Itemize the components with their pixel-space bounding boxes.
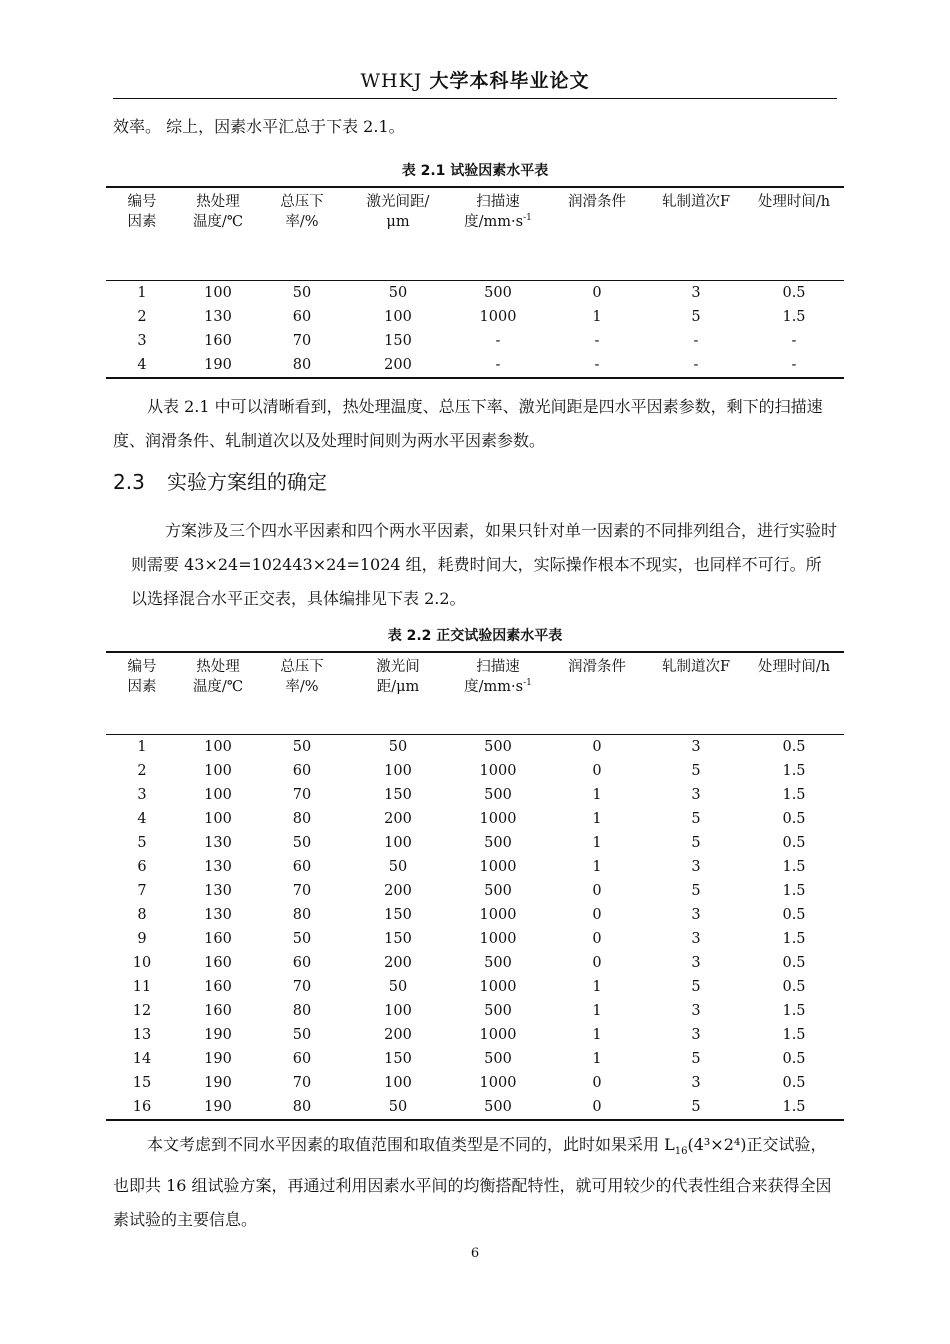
table1-header-2: 总压下 率/% bbox=[280, 194, 324, 230]
table-row bbox=[106, 1071, 844, 1095]
table1-header-4: 扫描速 度$/mm\cdot s^{-1}$ bbox=[464, 194, 532, 230]
table-cell: 3 bbox=[691, 1026, 701, 1043]
table-cell: 4 bbox=[137, 356, 147, 373]
table-cell: 0.5 bbox=[782, 810, 806, 827]
table-cell: 1 bbox=[592, 810, 602, 827]
table-cell: 4 bbox=[137, 810, 147, 827]
table-cell: 3 bbox=[691, 858, 701, 875]
table-cell: 0.5 bbox=[782, 978, 806, 995]
table-cell: 0 bbox=[592, 954, 602, 971]
table-cell: 3 bbox=[691, 1074, 701, 1091]
table-cell: 60 bbox=[292, 1050, 312, 1067]
table2-header-1: 热处理 温度/℃ bbox=[192, 659, 244, 695]
table-cell: - bbox=[594, 332, 600, 349]
table-cell: 0 bbox=[592, 882, 602, 899]
table-cell: 5 bbox=[691, 810, 701, 827]
table1-caption: 表 2.1 试验因素水平表 bbox=[401, 163, 549, 179]
paragraph-3 bbox=[113, 1128, 837, 1237]
table-cell: 14 bbox=[132, 1050, 152, 1067]
table-cell: 160 bbox=[204, 978, 232, 995]
table1-header-5: 润滑条件 bbox=[568, 194, 626, 210]
table-row bbox=[106, 903, 844, 927]
table-cell: 1000 bbox=[479, 762, 517, 779]
table-cell: 160 bbox=[204, 930, 232, 947]
table-cell: 1 bbox=[592, 834, 602, 851]
table-cell: 1.5 bbox=[782, 786, 806, 803]
table-cell: 130 bbox=[204, 882, 232, 899]
table-cell: 70 bbox=[292, 978, 312, 995]
table-cell: 190 bbox=[204, 1074, 232, 1091]
table-cell: 10 bbox=[132, 954, 152, 971]
table-cell: 3 bbox=[691, 738, 701, 755]
table-cell: 1000 bbox=[479, 978, 517, 995]
table-cell: 100 bbox=[384, 1002, 412, 1019]
table-cell: 15 bbox=[132, 1074, 152, 1091]
table-cell: 200 bbox=[384, 954, 412, 971]
table-cell: 190 bbox=[204, 1098, 232, 1115]
table-row bbox=[106, 1095, 844, 1120]
table2-header-0: 编号 因素 bbox=[127, 659, 157, 695]
table-row bbox=[106, 1047, 844, 1071]
table1-header-1: 热处理 温度/℃ bbox=[192, 194, 244, 230]
table-row bbox=[106, 975, 844, 999]
table-cell: 500 bbox=[484, 786, 512, 803]
table-cell: 1 bbox=[592, 978, 602, 995]
table-row bbox=[106, 305, 844, 329]
table-cell: 60 bbox=[292, 762, 312, 779]
table-cell: 1 bbox=[592, 1026, 602, 1043]
table-cell: 0 bbox=[592, 930, 602, 947]
table-row bbox=[106, 1023, 844, 1047]
table-cell: 8 bbox=[137, 906, 147, 923]
table-cell: 0.5 bbox=[782, 834, 806, 851]
table-cell: 160 bbox=[204, 332, 232, 349]
table-cell: 6 bbox=[137, 858, 147, 875]
table-cell: 50 bbox=[388, 738, 408, 755]
table-cell: 80 bbox=[292, 1002, 312, 1019]
table-cell: - bbox=[693, 332, 699, 349]
page-number: 6 bbox=[470, 1246, 480, 1261]
table2-header-2: 总压下 率/% bbox=[280, 659, 324, 695]
table2-caption: 表 2.2 正交试验因素水平表 bbox=[387, 628, 563, 644]
table-cell: 100 bbox=[384, 762, 412, 779]
table-cell: 5 bbox=[137, 834, 147, 851]
table-cell: 13 bbox=[132, 1026, 152, 1043]
table-cell: 11 bbox=[132, 978, 152, 995]
para3-post: (4³×2⁴)正交试验，也即共 16 组试验方案，再通过利用因素水平间的均衡搭配特性，就可用较少的代表性组合来获得全因素试验的主要信息。 bbox=[113, 1135, 832, 1230]
table-cell: 9 bbox=[137, 930, 147, 947]
table-row bbox=[106, 999, 844, 1023]
table-cell: 100 bbox=[204, 762, 232, 779]
table-cell: 1000 bbox=[479, 1074, 517, 1091]
table-cell: 1.5 bbox=[782, 1026, 806, 1043]
table2-header-3: 激光间 距/μm bbox=[376, 659, 420, 695]
table-cell: 500 bbox=[484, 954, 512, 971]
table-cell: 130 bbox=[204, 906, 232, 923]
para3-pre: 本文考虑到不同水平因素的取值范围和取值类型是不同的，此时如果采用 L bbox=[147, 1135, 675, 1154]
table-cell: 0 bbox=[592, 284, 602, 301]
table-cell: 50 bbox=[388, 858, 408, 875]
table-cell: 200 bbox=[384, 356, 412, 373]
table-row bbox=[106, 329, 844, 353]
table-cell: - bbox=[791, 356, 797, 373]
table-2-2 bbox=[106, 651, 844, 1121]
table-cell: 70 bbox=[292, 332, 312, 349]
table-cell: 70 bbox=[292, 786, 312, 803]
table-cell: 200 bbox=[384, 810, 412, 827]
table-cell: 0.5 bbox=[782, 906, 806, 923]
table-cell: 50 bbox=[292, 284, 312, 301]
para3-subscript: 16 bbox=[674, 1146, 688, 1158]
header-rule bbox=[113, 98, 837, 99]
table-cell: 60 bbox=[292, 954, 312, 971]
header-prefix: WHKJ bbox=[360, 70, 423, 92]
table-row bbox=[106, 879, 844, 903]
table-cell: 1.5 bbox=[782, 308, 806, 325]
table-row bbox=[106, 855, 844, 879]
table-cell: 190 bbox=[204, 1026, 232, 1043]
table-cell: 5 bbox=[691, 882, 701, 899]
table-cell: 5 bbox=[691, 978, 701, 995]
table-cell: 100 bbox=[204, 284, 232, 301]
table-cell: - bbox=[594, 356, 600, 373]
table1-header-3: 激光间距/ μm bbox=[366, 194, 430, 230]
table-cell: 0.5 bbox=[782, 1050, 806, 1067]
table-row bbox=[106, 783, 844, 807]
table-cell: 1000 bbox=[479, 930, 517, 947]
table-cell: 500 bbox=[484, 1050, 512, 1067]
table-cell: 3 bbox=[691, 954, 701, 971]
table-cell: 1.5 bbox=[782, 1098, 806, 1115]
table-cell: 1 bbox=[592, 308, 602, 325]
table-cell: 2 bbox=[137, 308, 147, 325]
table-cell: 3 bbox=[691, 1002, 701, 1019]
table-cell: 1000 bbox=[479, 1026, 517, 1043]
table-cell: 500 bbox=[484, 1002, 512, 1019]
table-cell: 0 bbox=[592, 738, 602, 755]
table-cell: 100 bbox=[204, 738, 232, 755]
table-cell: 80 bbox=[292, 1098, 312, 1115]
table-cell: 1 bbox=[592, 786, 602, 803]
table-cell: 130 bbox=[204, 858, 232, 875]
table-cell: 500 bbox=[484, 738, 512, 755]
table-cell: 0 bbox=[592, 1074, 602, 1091]
table-cell: 80 bbox=[292, 906, 312, 923]
table-cell: 1000 bbox=[479, 810, 517, 827]
table-cell: - bbox=[495, 356, 501, 373]
table-cell: 60 bbox=[292, 308, 312, 325]
table-cell: 1000 bbox=[479, 906, 517, 923]
paragraph-1: 从表 2.1 中可以清晰看到，热处理温度、总压下率、激光间距是四水平因素参数，剩下的扫描速度、润滑条件、轧制道次以及处理时间则为两水平因素参数。 bbox=[113, 397, 823, 450]
intro-text: 效率。 综上，因素水平汇总于下表 2.1。 bbox=[113, 117, 405, 136]
table-cell: 50 bbox=[292, 1026, 312, 1043]
table-cell: 1000 bbox=[479, 308, 517, 325]
table-cell: 0 bbox=[592, 1098, 602, 1115]
table-cell: 1 bbox=[137, 738, 147, 755]
table-row bbox=[106, 807, 844, 831]
table-cell: - bbox=[791, 332, 797, 349]
table-cell: 70 bbox=[292, 882, 312, 899]
table-cell: 50 bbox=[292, 738, 312, 755]
table-cell: 2 bbox=[137, 762, 147, 779]
table-row bbox=[106, 353, 844, 378]
table-cell: 70 bbox=[292, 1074, 312, 1091]
table2-header-4: 扫描速 度$/mm\cdot s^{-1}$ bbox=[464, 659, 532, 695]
table-cell: 150 bbox=[384, 1050, 412, 1067]
table-cell: 3 bbox=[137, 332, 147, 349]
table-cell: 1.5 bbox=[782, 930, 806, 947]
table-cell: 150 bbox=[384, 906, 412, 923]
table-cell: 160 bbox=[204, 954, 232, 971]
table-cell: 50 bbox=[388, 978, 408, 995]
table-row bbox=[106, 927, 844, 951]
table-cell: 5 bbox=[691, 762, 701, 779]
table-row bbox=[106, 759, 844, 783]
table-cell: 5 bbox=[691, 1050, 701, 1067]
table-cell: 50 bbox=[292, 930, 312, 947]
section-heading bbox=[113, 466, 327, 495]
table-cell: 1 bbox=[137, 284, 147, 301]
table-cell: - bbox=[693, 356, 699, 373]
table-cell: 1 bbox=[592, 858, 602, 875]
table-cell: 100 bbox=[384, 308, 412, 325]
table-cell: 150 bbox=[384, 786, 412, 803]
table-cell: 3 bbox=[691, 930, 701, 947]
table-cell: 150 bbox=[384, 332, 412, 349]
table2-header-7: 处理时间/h bbox=[757, 659, 831, 675]
table-cell: 16 bbox=[132, 1098, 152, 1115]
table-cell: 1.5 bbox=[782, 762, 806, 779]
table-cell: 60 bbox=[292, 858, 312, 875]
table-cell: 1 bbox=[592, 1050, 602, 1067]
table-cell: 100 bbox=[384, 1074, 412, 1091]
table-cell: 0.5 bbox=[782, 284, 806, 301]
table-row bbox=[106, 280, 844, 305]
table-cell: 3 bbox=[691, 284, 701, 301]
table-cell: 1.5 bbox=[782, 858, 806, 875]
table-cell: 1.5 bbox=[782, 882, 806, 899]
table-cell: 50 bbox=[388, 1098, 408, 1115]
table-cell: 5 bbox=[691, 308, 701, 325]
table-cell: 1 bbox=[592, 1002, 602, 1019]
paragraph-2: 方案涉及三个四水平因素和四个两水平因素，如果只针对单一因素的不同排列组合，进行实验时则需要 43×24=102443×24=1024 组，耗费时间大，实际操作根本不现实，也同样不可行。所以选择混合水平正交表，具体编排见下表 2.2。 bbox=[131, 521, 838, 608]
table-cell: 80 bbox=[292, 810, 312, 827]
table2-header-sup: -1 bbox=[523, 678, 532, 689]
table-cell: 3 bbox=[691, 786, 701, 803]
table-cell: 190 bbox=[204, 356, 232, 373]
table-cell: 1.5 bbox=[782, 1002, 806, 1019]
table-cell: 50 bbox=[388, 284, 408, 301]
table-cell: 100 bbox=[204, 810, 232, 827]
table2-header-5: 润滑条件 bbox=[568, 659, 626, 675]
table-cell: 3 bbox=[691, 906, 701, 923]
table2-header-6: 轧制道次F bbox=[661, 659, 731, 675]
table-cell: - bbox=[495, 332, 501, 349]
table-cell: 80 bbox=[292, 356, 312, 373]
table-cell: 500 bbox=[484, 834, 512, 851]
table-cell: 100 bbox=[204, 786, 232, 803]
table-cell: 160 bbox=[204, 1002, 232, 1019]
table-row bbox=[106, 951, 844, 975]
table-cell: 200 bbox=[384, 882, 412, 899]
table-cell: 1000 bbox=[479, 858, 517, 875]
table1-header-6: 轧制道次F bbox=[661, 194, 731, 210]
table-cell: 7 bbox=[137, 882, 147, 899]
table-cell: 150 bbox=[384, 930, 412, 947]
table-cell: 500 bbox=[484, 882, 512, 899]
table-cell: 5 bbox=[691, 1098, 701, 1115]
table-cell: 5 bbox=[691, 834, 701, 851]
table-cell: 500 bbox=[484, 284, 512, 301]
page-header bbox=[113, 66, 837, 93]
header-title: 大学本科毕业论文 bbox=[429, 70, 590, 92]
table-cell: 500 bbox=[484, 1098, 512, 1115]
section-number: 2.3 bbox=[113, 470, 145, 494]
table-cell: 200 bbox=[384, 1026, 412, 1043]
table-cell: 50 bbox=[292, 834, 312, 851]
table-cell: 12 bbox=[132, 1002, 152, 1019]
table-cell: 0 bbox=[592, 762, 602, 779]
table-row bbox=[106, 734, 844, 759]
table-cell: 190 bbox=[204, 1050, 232, 1067]
table1-header-7: 处理时间/h bbox=[757, 194, 831, 210]
table-cell: 0 bbox=[592, 906, 602, 923]
table-cell: 130 bbox=[204, 834, 232, 851]
table1-header-0: 编号 因素 bbox=[127, 194, 157, 230]
table-cell: 130 bbox=[204, 308, 232, 325]
table-cell: 0.5 bbox=[782, 954, 806, 971]
table1-header-sup: -1 bbox=[523, 213, 532, 224]
table-cell: 0.5 bbox=[782, 738, 806, 755]
table-2-1 bbox=[106, 186, 844, 379]
table-cell: 0.5 bbox=[782, 1074, 806, 1091]
table-row bbox=[106, 831, 844, 855]
table-cell: 100 bbox=[384, 834, 412, 851]
table-cell: 3 bbox=[137, 786, 147, 803]
section-title: 实验方案组的确定 bbox=[167, 470, 327, 494]
